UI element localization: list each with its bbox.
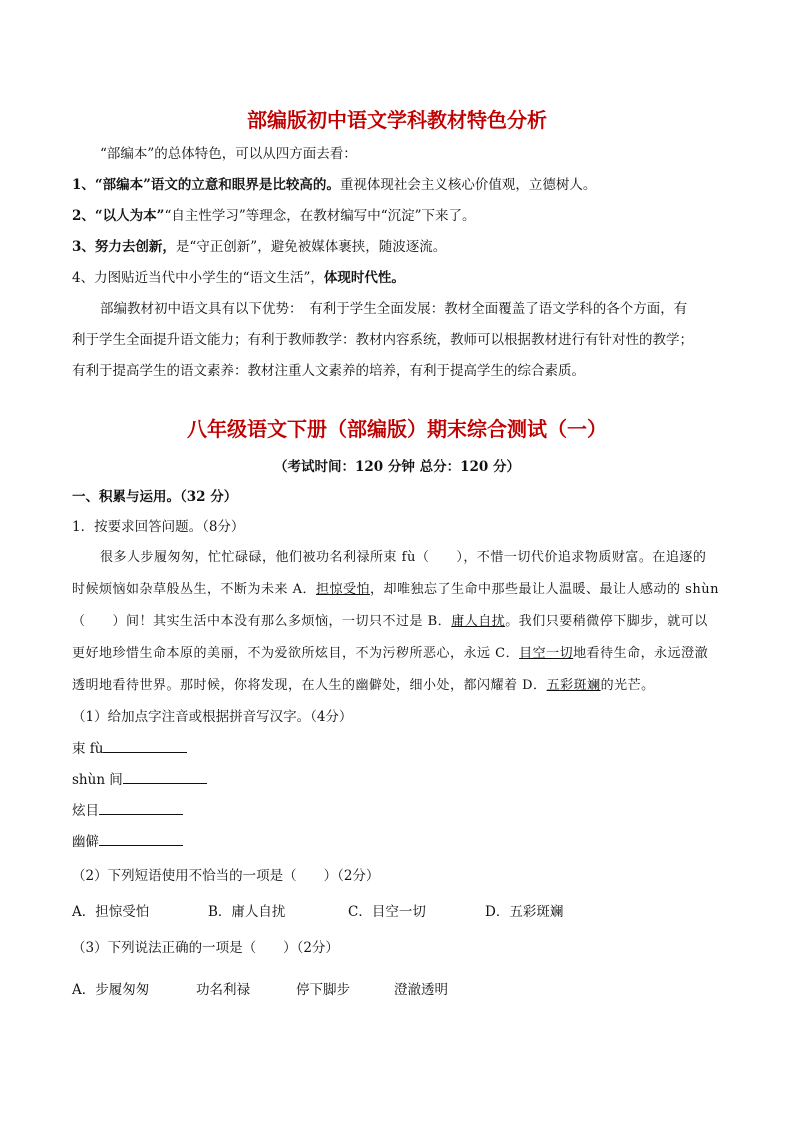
passage-line-4: 更好地珍惜生命本原的美丽，不为爱欲所炫目，不为污秽所恶心，永远 C．目空一切地看待生命，永远澄澈 xyxy=(72,646,709,661)
sub-question-2: （2）下列短语使用不恰当的一项是（ ）（2分） xyxy=(72,868,380,884)
phrase-c: 目空一切 xyxy=(519,646,574,661)
point-3-rest: 是“守正创新”，避免被媒体裹挟，随波逐流。 xyxy=(175,239,447,255)
advantage-line-2: 利于学生全面提升语文能力；有利于教师教学：教材内容系统，教师可以根据教材进行有针对性的教学； xyxy=(72,332,693,348)
answer-blank-3[interactable] xyxy=(99,800,183,815)
options-q3: A．步履匆匆 功名利禄 停下脚步 澄澈透明 xyxy=(72,982,448,998)
point-2 xyxy=(72,206,732,226)
point-1 xyxy=(72,175,732,195)
point-4 xyxy=(72,268,732,288)
point-3-bold: 3、努力去创新， xyxy=(72,239,176,255)
sub-question-1: （1）给加点字注音或根据拼音写汉字。（4分） xyxy=(72,709,353,725)
fill-item-2: shùn 间 xyxy=(72,769,732,790)
intro-text: “部编本”的总体特色，可以从四方面去看： xyxy=(100,146,357,162)
point-4-pre: 4、力图贴近当代中小学生的“语文生活”， xyxy=(72,270,324,286)
fill-item-3: 炫目 xyxy=(72,800,732,821)
fill-item-1: 束 fù xyxy=(72,738,732,759)
section-heading: 一、积累与运用。（32 分） xyxy=(72,489,238,505)
option-a-q3[interactable]: A．步履匆匆 xyxy=(72,982,150,998)
point-2-bold: 2、“以人为本” xyxy=(72,208,165,224)
advantage-line-1: 部编教材初中语文具有以下优势： 有利于学生全面发展：教材全面覆盖了语文学科的各个方面，有 xyxy=(100,301,688,317)
option-b[interactable]: B．庸人自扰 xyxy=(208,904,286,920)
phrase-d: 五彩斑斓 xyxy=(546,678,601,693)
passage-line-5: 透明地看待世界。那时候，你将发现，在人生的幽僻处，细小处，都闪耀着 D．五彩斑斓的光芒。 xyxy=(72,678,655,693)
phrase-a: 担惊受怕 xyxy=(316,582,371,597)
advantage-line-3: 有利于提高学生的语文素养：教材注重人文素养的培养，有利于提高学生的综合素质。 xyxy=(72,363,585,379)
passage-line-2: 时候烦恼如杂草般丛生，不断为未来 A．担惊受怕，却唯独忘了生命中那些最让人温暖、最让人感动的 shùn xyxy=(72,582,719,597)
fill-item-4: 幽僻 xyxy=(72,831,732,852)
question-1: 1．按要求回答问题。（8分） xyxy=(72,519,245,535)
point-1-rest: 重视体现社会主义核心价值观，立德树人。 xyxy=(339,177,597,193)
passage-line-1: 很多人步履匆匆，忙忙碌碌，他们被功名利禄所束 fù（ ），不惜一切代价追求物质财富。在追逐的 xyxy=(100,550,707,565)
options-q2 xyxy=(72,902,732,922)
point-4-bold: 体现时代性。 xyxy=(323,270,405,286)
answer-blank-2[interactable] xyxy=(123,769,207,784)
answer-blank-1[interactable] xyxy=(103,738,187,753)
point-3 xyxy=(72,237,732,257)
option-c[interactable]: C．目空一切 xyxy=(348,904,426,920)
sub-question-3: （3）下列说法正确的一项是（ ）（2分） xyxy=(72,940,339,956)
option-d[interactable]: D．五彩斑斓 xyxy=(485,904,564,920)
passage-line-3: （ ）间！其实生活中本没有那么多烦恼，一切只不过是 B．庸人自扰。我们只要稍微停下脚步，就可以 xyxy=(72,614,708,629)
answer-blank-4[interactable] xyxy=(99,831,183,846)
option-a[interactable]: A．担惊受怕 xyxy=(72,904,150,920)
exam-subtitle: （考试时间：120 分钟 总分：120 分） xyxy=(274,459,520,475)
article-title: 部编版初中语文学科教材特色分析 xyxy=(247,108,547,132)
point-1-bold: 1、“部编本”语文的立意和眼界是比较高的。 xyxy=(72,177,340,193)
exam-title: 八年级语文下册（部编版）期末综合测试（一） xyxy=(187,417,607,441)
point-2-rest: “自主性学习”等理念，在教材编写中“沉淀”下来了。 xyxy=(164,208,476,224)
phrase-b: 庸人自扰 xyxy=(451,614,506,629)
